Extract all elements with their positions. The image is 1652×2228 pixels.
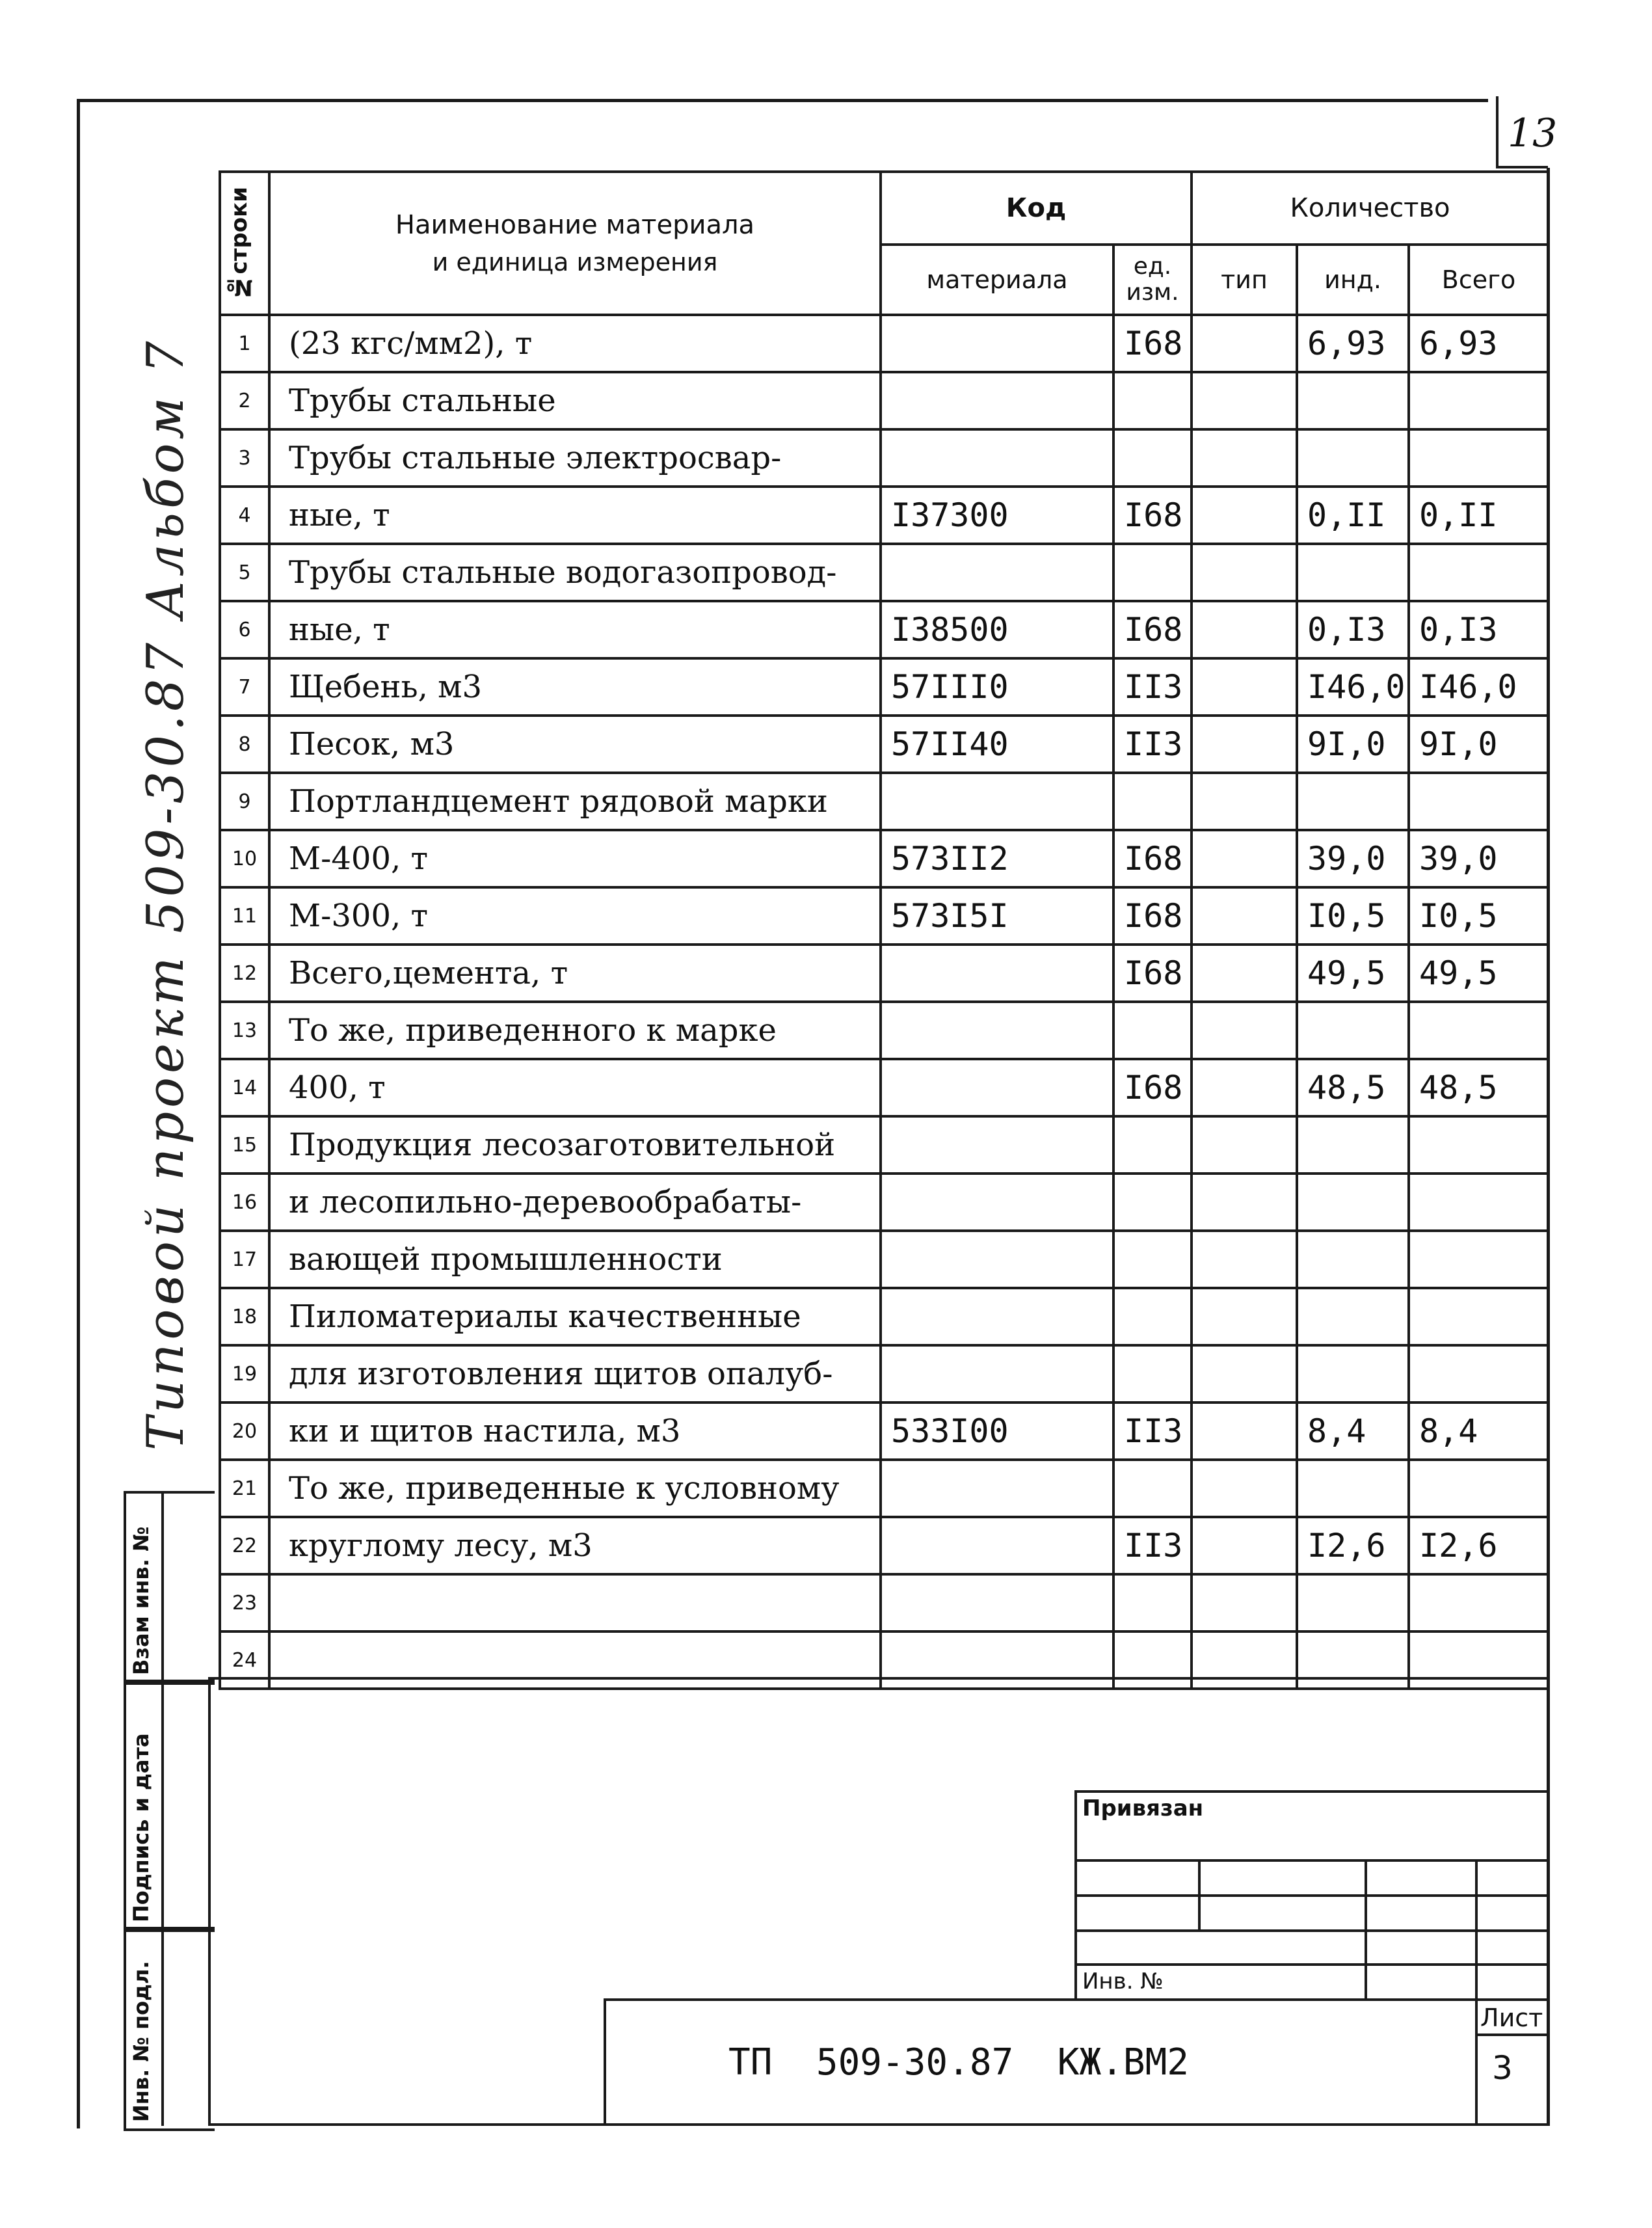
row-number-cell: 13 [220,1002,269,1059]
material-code-cell [881,1574,1113,1631]
material-name-cell: Щебень, м3 [269,658,881,716]
qty-type-cell [1192,830,1297,887]
qty-type-cell [1192,1002,1297,1059]
material-name-cell: 400, т [269,1059,881,1116]
qty-total-cell [1409,544,1549,601]
table-row [220,315,1549,372]
material-name-cell: М-300, т [269,887,881,945]
page-frame-top [77,99,1488,102]
material-name-cell: Трубы стальные водогазопровод- [269,544,881,601]
table-row [220,716,1549,773]
row-number-cell: 2 [220,372,269,429]
material-name-cell: вающей промышленности [269,1231,881,1288]
tb-line-1 [1074,1790,1548,1793]
qty-total-cell: 39,0 [1409,830,1549,887]
row-number-cell: 21 [220,1460,269,1517]
unit-code-cell [1113,1231,1192,1288]
row-number-cell: 17 [220,1231,269,1288]
qty-type-cell [1192,372,1297,429]
table-row [220,887,1549,945]
qty-type-cell [1192,1574,1297,1631]
qty-total-cell: 0,I3 [1409,601,1549,658]
material-name-cell [269,1631,881,1689]
row-number-cell: 3 [220,429,269,487]
sheet-label: Лист [1480,2004,1543,2032]
row-number-cell: 12 [220,945,269,1002]
qty-type-cell [1192,315,1297,372]
qty-total-cell: 8,4 [1409,1403,1549,1460]
qty-ind-cell: 8,4 [1297,1403,1409,1460]
material-code-cell [881,1288,1113,1345]
row-number-cell: 14 [220,1059,269,1116]
material-name-cell: Портландцемент рядовой марки [269,773,881,830]
material-code-cell: I37300 [881,487,1113,544]
unit-code-cell [1113,1345,1192,1403]
qty-type-cell [1192,601,1297,658]
materials-table [219,170,1550,1690]
material-name-cell: То же, приведенные к условному [269,1460,881,1517]
qty-ind-cell [1297,1460,1409,1517]
qty-type-cell [1192,887,1297,945]
table-row [220,1231,1549,1288]
qty-ind-cell: 6,93 [1297,315,1409,372]
qty-ind-cell [1297,773,1409,830]
material-code-cell [881,544,1113,601]
material-name-cell: ки и щитов настила, м3 [269,1403,881,1460]
material-code-cell [881,1116,1113,1174]
row-number-cell: 22 [220,1517,269,1574]
material-name-cell: Трубы стальные электросвар- [269,429,881,487]
unit-code-cell: II3 [1113,1517,1192,1574]
lower-area-bottom-border [208,2123,1548,2126]
qty-total-cell: 49,5 [1409,945,1549,1002]
header-row-number-label: №строки [226,186,252,301]
qty-ind-cell: 48,5 [1297,1059,1409,1116]
header-code-unit-line1: ед. [1133,253,1172,280]
table-row [220,429,1549,487]
unit-code-cell: I68 [1113,945,1192,1002]
qty-type-cell [1192,1174,1297,1231]
material-code-cell [881,773,1113,830]
table-row [220,372,1549,429]
unit-code-cell [1113,1288,1192,1345]
stamp-inv-original-divider [161,1927,164,2126]
qty-total-cell [1409,1631,1549,1689]
qty-ind-cell: I0,5 [1297,887,1409,945]
unit-code-cell [1113,1574,1192,1631]
material-code-cell [881,1059,1113,1116]
material-name-cell: М-400, т [269,830,881,887]
table-row [220,1460,1549,1517]
lower-area-left-border [208,1677,211,2126]
qty-ind-cell [1297,1631,1409,1689]
qty-type-cell [1192,1460,1297,1517]
material-name-cell: круглому лесу, м3 [269,1517,881,1574]
qty-total-cell [1409,1116,1549,1174]
header-code-unit [1113,245,1192,315]
header-material-name-line1: Наименование материала [395,210,755,240]
qty-type-cell [1192,1288,1297,1345]
row-number-cell: 11 [220,887,269,945]
row-number-cell: 5 [220,544,269,601]
qty-ind-cell [1297,1002,1409,1059]
stamp-inv-original-label: Инв. № подл. [129,1961,153,2122]
table-row [220,1517,1549,1574]
table-row [220,1574,1549,1631]
qty-total-cell [1409,1574,1549,1631]
material-code-cell [881,1517,1113,1574]
table-row [220,1116,1549,1174]
header-quantity: Количество [1192,172,1549,245]
tb-vline-3 [1365,1859,1367,2000]
unit-code-cell [1113,1002,1192,1059]
material-code-cell [881,1345,1113,1403]
unit-code-cell: I68 [1113,601,1192,658]
row-number-cell: 18 [220,1288,269,1345]
qty-type-cell [1192,773,1297,830]
row-number-cell: 1 [220,315,269,372]
material-name-cell [269,1574,881,1631]
qty-total-cell [1409,1002,1549,1059]
header-code: Код [881,172,1192,245]
qty-ind-cell: 0,I3 [1297,601,1409,658]
material-code-cell: 573I5I [881,887,1113,945]
stamp-replaced-inv-divider [161,1491,164,1680]
tb-line-6 [604,1998,1548,2001]
qty-type-cell [1192,1345,1297,1403]
material-name-cell: Пиломатериалы качественные [269,1288,881,1345]
material-name-cell: ные, т [269,601,881,658]
material-name-cell: Продукция лесозаготовительной [269,1116,881,1174]
row-number-cell: 4 [220,487,269,544]
qty-total-cell [1409,1231,1549,1288]
material-name-cell: для изготовления щитов опалуб- [269,1345,881,1403]
header-row-number [220,172,269,315]
row-number-cell: 6 [220,601,269,658]
page-number-box-bottom [1496,166,1548,168]
row-number-cell: 7 [220,658,269,716]
header-qty-total: Всего [1409,245,1549,315]
qty-type-cell [1192,429,1297,487]
qty-total-cell [1409,1174,1549,1231]
unit-code-cell [1113,1174,1192,1231]
qty-ind-cell [1297,429,1409,487]
qty-ind-cell [1297,372,1409,429]
qty-total-cell [1409,1345,1549,1403]
qty-ind-cell: I2,6 [1297,1517,1409,1574]
material-code-cell: 533I00 [881,1403,1113,1460]
qty-total-cell [1409,773,1549,830]
qty-type-cell [1192,716,1297,773]
stamp-replaced-inv-label: Взам инв. № [129,1526,153,1675]
page-number-box-left [1496,96,1499,168]
unit-code-cell [1113,429,1192,487]
qty-total-cell [1409,372,1549,429]
unit-code-cell [1113,544,1192,601]
material-code-cell [881,945,1113,1002]
unit-code-cell [1113,372,1192,429]
qty-total-cell [1409,1460,1549,1517]
qty-total-cell [1409,429,1549,487]
qty-ind-cell: 9I,0 [1297,716,1409,773]
qty-ind-cell: 0,II [1297,487,1409,544]
unit-code-cell: I68 [1113,1059,1192,1116]
qty-ind-cell: I46,0 [1297,658,1409,716]
qty-type-cell [1192,1116,1297,1174]
tb-inv-no-label: Инв. № [1082,1968,1164,1994]
table-row [220,773,1549,830]
table-row [220,1174,1549,1231]
qty-type-cell [1192,487,1297,544]
material-name-cell: (23 кгс/мм2), т [269,315,881,372]
material-code-cell [881,1002,1113,1059]
row-number-cell: 10 [220,830,269,887]
material-name-cell: Трубы стальные [269,372,881,429]
qty-total-cell: I2,6 [1409,1517,1549,1574]
unit-code-cell: II3 [1113,716,1192,773]
header-material-name [269,172,881,315]
qty-total-cell: 0,II [1409,487,1549,544]
qty-type-cell [1192,1059,1297,1116]
table-row [220,1345,1549,1403]
row-number-cell: 20 [220,1403,269,1460]
table-row [220,1631,1549,1689]
tb-vline-2 [1198,1859,1201,1931]
table-row [220,830,1549,887]
material-code-cell [881,1460,1113,1517]
unit-code-cell: II3 [1113,658,1192,716]
row-number-cell: 24 [220,1631,269,1689]
row-number-cell: 16 [220,1174,269,1231]
qty-ind-cell [1297,1288,1409,1345]
stamp-signature-divider [161,1680,164,1927]
unit-code-cell [1113,773,1192,830]
header-material-name-line2: и единица измерения [432,248,718,276]
tb-attached-label: Привязан [1082,1795,1204,1821]
table-row [220,1288,1549,1345]
tb-vline-4 [1475,1859,1478,2126]
qty-type-cell [1192,1631,1297,1689]
unit-code-cell: I68 [1113,887,1192,945]
qty-ind-cell: 49,5 [1297,945,1409,1002]
qty-ind-cell [1297,544,1409,601]
unit-code-cell [1113,1460,1192,1517]
qty-type-cell [1192,1403,1297,1460]
qty-total-cell: 48,5 [1409,1059,1549,1116]
header-qty-ind: инд. [1297,245,1409,315]
page-number: 13 [1508,111,1558,156]
table-row [220,1059,1549,1116]
qty-type-cell [1192,658,1297,716]
qty-total-cell [1409,1288,1549,1345]
qty-total-cell: 6,93 [1409,315,1549,372]
unit-code-cell [1113,1631,1192,1689]
table-row [220,487,1549,544]
table-row [220,1403,1549,1460]
material-name-cell: ные, т [269,487,881,544]
qty-type-cell [1192,945,1297,1002]
header-code-unit-line2: изм. [1126,279,1179,306]
table-row [220,1002,1549,1059]
material-code-cell [881,1231,1113,1288]
table-row [220,945,1549,1002]
header-qty-type: тип [1192,245,1297,315]
qty-type-cell [1192,544,1297,601]
row-number-cell: 15 [220,1116,269,1174]
qty-total-cell: I46,0 [1409,658,1549,716]
qty-type-cell [1192,1231,1297,1288]
qty-type-cell [1192,1517,1297,1574]
table-row [220,544,1549,601]
material-name-cell: и лесопильно-деревообрабаты- [269,1174,881,1231]
unit-code-cell: I68 [1113,315,1192,372]
header-code-material: материала [881,245,1113,315]
table-row [220,601,1549,658]
row-number-cell: 19 [220,1345,269,1403]
material-code-cell [881,1631,1113,1689]
material-code-cell: 57III0 [881,658,1113,716]
qty-total-cell: I0,5 [1409,887,1549,945]
material-code-cell: 57II40 [881,716,1113,773]
table-row [220,658,1549,716]
sheet-number: 3 [1492,2049,1513,2087]
table-bottom-border [208,1677,1548,1680]
document-code: ТП 509-30.87 КЖ.ВМ2 [728,2041,1190,2084]
row-number-cell: 9 [220,773,269,830]
unit-code-cell [1113,1116,1192,1174]
row-number-cell: 8 [220,716,269,773]
qty-ind-cell: 39,0 [1297,830,1409,887]
qty-ind-cell [1297,1174,1409,1231]
material-code-cell [881,429,1113,487]
material-code-cell [881,315,1113,372]
qty-ind-cell [1297,1231,1409,1288]
tb-sheet-divider [1475,2033,1548,2036]
material-code-cell: I38500 [881,601,1113,658]
material-code-cell [881,1174,1113,1231]
material-name-cell: Всего,цемента, т [269,945,881,1002]
album-note: Типовой проект 509-30.87 Альбом 7 [137,337,195,1451]
qty-ind-cell [1297,1574,1409,1631]
qty-total-cell: 9I,0 [1409,716,1549,773]
unit-code-cell: II3 [1113,1403,1192,1460]
stamp-signature-label: Подпись и дата [129,1733,153,1922]
material-code-cell: 573II2 [881,830,1113,887]
row-number-cell: 23 [220,1574,269,1631]
qty-ind-cell [1297,1116,1409,1174]
page-frame-left [77,99,80,2128]
unit-code-cell: I68 [1113,830,1192,887]
material-name-cell: Песок, м3 [269,716,881,773]
material-code-cell [881,372,1113,429]
unit-code-cell: I68 [1113,487,1192,544]
qty-ind-cell [1297,1345,1409,1403]
materials-table-body [220,315,1549,1689]
material-name-cell: То же, приведенного к марке [269,1002,881,1059]
tb-vline-code-left [604,1998,606,2126]
